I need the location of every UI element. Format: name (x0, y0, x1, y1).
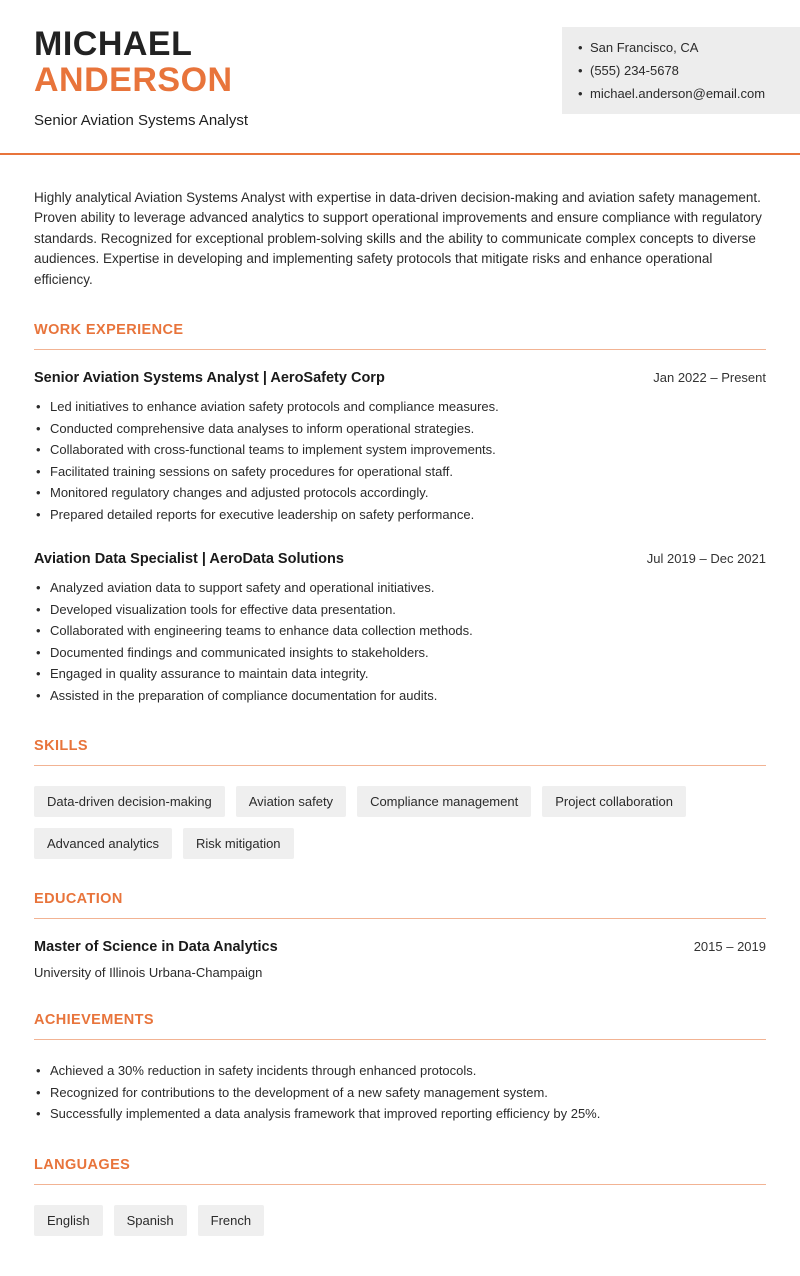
job-header (34, 370, 766, 386)
job-dates: Jan 2022 – Present (653, 370, 766, 386)
education-body (34, 919, 766, 980)
skill-tag: Project collaboration (542, 786, 686, 817)
contact-phone: • (555) 234-5678 (578, 63, 786, 78)
job-entry (34, 370, 766, 525)
education-heading: EDUCATION (34, 891, 766, 919)
contact-card (562, 27, 800, 114)
work-experience-body (34, 350, 766, 706)
achievement-bullet: • Successfully implemented a data analysis framework that improved reporting efficiency by 25%. (34, 1103, 766, 1125)
job-dates: Jul 2019 – Dec 2021 (646, 551, 766, 567)
job-bullet-list (34, 577, 766, 706)
candidate-last-name: ANDERSON (34, 61, 233, 100)
section-work-experience (34, 322, 766, 706)
skills-body (34, 766, 766, 859)
header (0, 0, 800, 129)
summary-paragraph: Highly analytical Aviation Systems Analyst with expertise in data-driven decision-making and aviation safety management. Proven ability to leverage advanced analytics to support operational improvements and ensure compliance with regulatory standards. Recognized for exceptional problem-solving skills and the ability to communicate complex concepts to diverse audiences. Expertise in developing and implementing safety protocols that mitigate risks and enhance operational efficiency. (34, 189, 762, 287)
languages-body (34, 1185, 766, 1236)
job-title: Senior Aviation Systems Analyst | AeroSafety Corp (34, 370, 385, 387)
section-skills (34, 738, 766, 859)
skills-tag-list (34, 786, 766, 859)
achievement-bullet: • Achieved a 30% reduction in safety incidents through enhanced protocols. (34, 1060, 766, 1082)
achievement-bullet: • Recognized for contributions to the development of a new safety management system. (34, 1082, 766, 1104)
job-bullet: • Conducted comprehensive data analyses to inform operational strategies. (34, 418, 766, 440)
job-title: Aviation Data Specialist | AeroData Solutions (34, 551, 344, 568)
contact-location: • San Francisco, CA (578, 40, 786, 55)
job-entry (34, 551, 766, 706)
education-header (34, 939, 766, 955)
job-bullet: • Collaborated with cross-functional teams to implement system improvements. (34, 439, 766, 461)
language-tag: English (34, 1205, 103, 1236)
achievements-bullet-list (34, 1060, 766, 1125)
job-bullet: • Facilitated training sessions on safety procedures for operational staff. (34, 461, 766, 483)
skill-tag: Data-driven decision-making (34, 786, 225, 817)
language-tag: French (198, 1205, 264, 1236)
section-education (34, 891, 766, 980)
language-tag: Spanish (114, 1205, 187, 1236)
candidate-first-name: MICHAEL (34, 25, 193, 63)
header-divider (0, 153, 800, 155)
job-bullet: • Documented findings and communicated insights to stakeholders. (34, 642, 766, 664)
job-bullet: • Prepared detailed reports for executive leadership on safety performance. (34, 504, 766, 526)
job-bullet: • Monitored regulatory changes and adjusted protocols accordingly. (34, 482, 766, 504)
languages-heading: LANGUAGES (34, 1157, 766, 1185)
job-bullet: • Engaged in quality assurance to maintain data integrity. (34, 663, 766, 685)
work-experience-heading: WORK EXPERIENCE (34, 322, 766, 350)
skill-tag: Risk mitigation (183, 828, 294, 859)
contact-email: • michael.anderson@email.com (578, 86, 786, 101)
section-achievements (34, 1012, 766, 1125)
job-bullet: • Developed visualization tools for effective data presentation. (34, 599, 766, 621)
job-bullet-list (34, 396, 766, 525)
job-bullet: • Analyzed aviation data to support safety and operational initiatives. (34, 577, 766, 599)
job-bullet: • Collaborated with engineering teams to enhance data collection methods. (34, 620, 766, 642)
achievements-heading: ACHIEVEMENTS (34, 1012, 766, 1040)
education-school: University of Illinois Urbana-Champaign (34, 965, 263, 981)
candidate-job-title: Senior Aviation Systems Analyst (34, 111, 248, 129)
education-dates: 2015 – 2019 (693, 939, 766, 955)
job-header (34, 551, 766, 567)
achievements-body (34, 1040, 766, 1125)
skills-heading: SKILLS (34, 738, 766, 766)
education-degree: Master of Science in Data Analytics (34, 939, 278, 956)
section-languages (34, 1157, 766, 1236)
skill-tag: Compliance management (357, 786, 531, 817)
job-bullet: • Assisted in the preparation of compliance documentation for audits. (34, 685, 766, 707)
job-bullet: • Led initiatives to enhance aviation safety protocols and compliance measures. (34, 396, 766, 418)
skill-tag: Advanced analytics (34, 828, 172, 859)
languages-tag-list (34, 1205, 766, 1236)
skill-tag: Aviation safety (236, 786, 346, 817)
